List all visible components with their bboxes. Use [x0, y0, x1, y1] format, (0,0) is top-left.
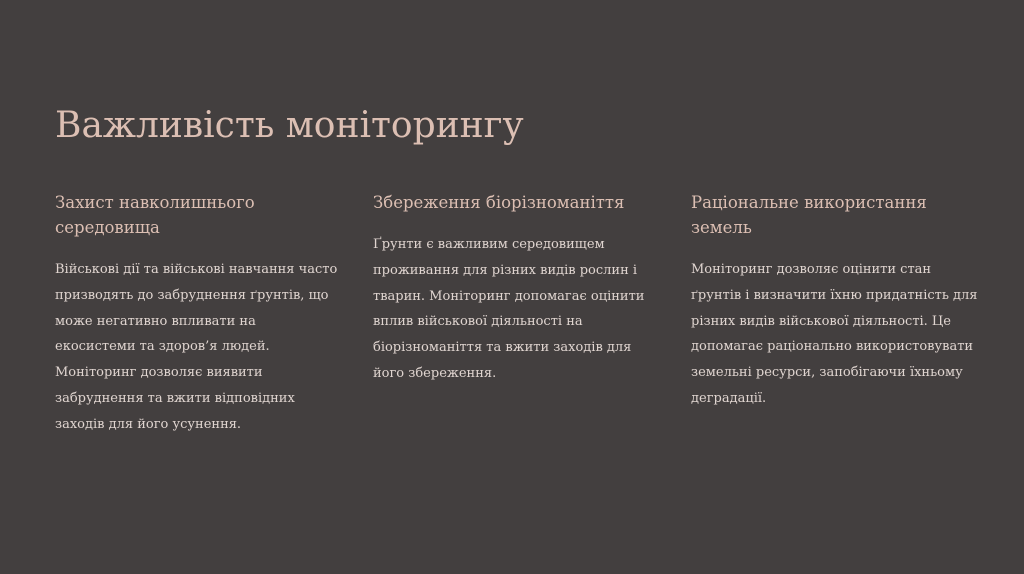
- slide-title: Важливість моніторингу: [55, 105, 524, 146]
- column-environment-protection: [55, 190, 340, 438]
- column-body: Ґрунти є важливим середовищем проживання для різних видів рослин і тварин. Моніторинг допомагає оцінити вплив військової діяльності на біорізноманіття та вжити заходів для його збереження.: [373, 237, 645, 381]
- column-heading: Раціональне використання земель: [691, 193, 927, 237]
- column-heading: Захист навколишнього середовища: [55, 193, 255, 237]
- column-biodiversity: [373, 190, 658, 387]
- column-land-use: [691, 190, 981, 412]
- column-body: Військові дії та військові навчання часто призводять до забруднення ґрунтів, що може негативно впливати на екосистеми та здоров’я людей. Моніторинг дозволяє виявити забруднення та вжити відповідних заходів для його усунення.: [55, 262, 338, 432]
- column-heading: Збереження біорізноманіття: [373, 193, 625, 212]
- column-body: Моніторинг дозволяє оцінити стан ґрунтів і визначити їхню придатність для різних видів військової діяльності. Це допомагає раціонально використовувати земельні ресурси, запобігаючи їхньому деградації.: [691, 262, 978, 406]
